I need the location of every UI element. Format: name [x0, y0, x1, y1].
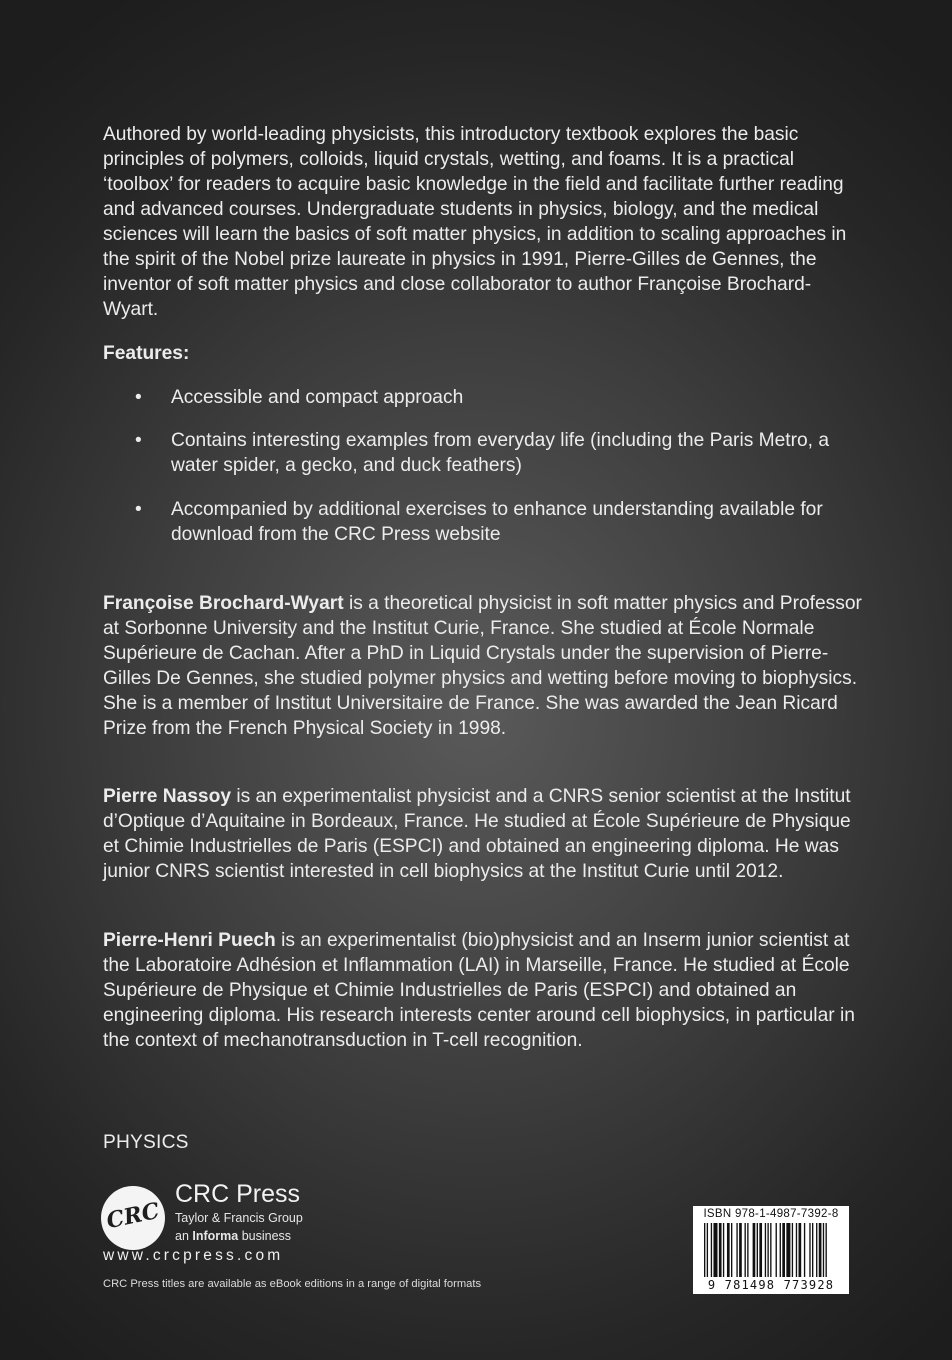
barcode-bar — [739, 1223, 742, 1277]
barcode-digits: 9 781498 773928 — [707, 1278, 835, 1292]
barcode-bar — [776, 1223, 777, 1277]
feature-text: Accessible and compact approach — [171, 387, 464, 408]
barcode-bar — [745, 1223, 746, 1277]
feature-text: Accompanied by additional exercises to enhance understanding available for download from the CRC Press website — [171, 499, 823, 545]
author-bio-text: is a theoretical physicist in soft matter physics and Professor at Sorbonne University and the Institut Curie, France. She studied at École Normale Supérieure de Cachan. After a PhD in Liquid Crystals under the supervision of Pierre-Gilles De Gennes, she studied polymer physics and wetting before moving to biophysics. She is a member of Institut Universitaire de France. She was awarded the Jean Ricard Prize from the French Physical Society in 1998. — [103, 593, 862, 739]
author-name: Françoise Brochard-Wyart — [103, 593, 344, 614]
barcode-bar — [723, 1223, 724, 1277]
features-heading: Features: — [103, 343, 190, 364]
bullet-icon: • — [135, 387, 142, 408]
barcode-bar — [719, 1223, 722, 1277]
barcode-bar — [736, 1223, 737, 1277]
barcode-bar — [819, 1223, 822, 1277]
intro-paragraph: Authored by world-leading physicists, this introductory textbook explores the basic principles of polymers, colloids, liquid crystals, wetting, and foams. It is a practical ‘toolbox’ for readers to acquire basic knowledge in the field and facilitate further reading and advanced courses. Undergraduate students in physics, biology, and the medical sciences will learn the basics of soft matter physics, in addition to scaling approaches in the spirit of the Nobel prize laureate in physics in 1991, Pierre-Gilles de Gennes, the inventor of soft matter physics and close collaborator to author Françoise Brochard-Wyart. — [103, 124, 847, 320]
author-bio — [103, 928, 863, 1053]
barcode-bar — [812, 1223, 813, 1277]
publisher-website-link[interactable]: www.crcpress.com — [103, 1247, 284, 1264]
barcode-bar — [707, 1223, 708, 1277]
barcode-bar — [753, 1223, 756, 1277]
barcode-bars — [702, 1223, 840, 1279]
author-bio — [103, 591, 863, 741]
barcode-bar — [759, 1223, 762, 1277]
barcode-bar — [786, 1223, 790, 1277]
barcode-bar — [804, 1223, 805, 1277]
feature-text: Contains interesting examples from everyday life (including the Paris Metro, a water spider, a gecko, and duck feathers) — [171, 430, 830, 476]
barcode-bar — [713, 1223, 717, 1277]
publisher-group: Taylor & Francis Group — [175, 1211, 303, 1225]
barcode-bar — [765, 1223, 766, 1277]
barcode-bar — [704, 1223, 705, 1277]
author-bio-text: is an experimentalist physicist and a CNRS senior scientist at the Institut d’Optique d’Aquitaine in Bordeaux, France. He studied at École Supérieure de Physique et Chimie Industrielles de Paris (ESPCI) and obtained an engineering diploma. He was junior CNRS scientist interested in cell biophysics at the Institut Curie until 2012. — [103, 786, 851, 882]
barcode-bar — [711, 1223, 712, 1277]
barcode-bar — [731, 1223, 732, 1277]
author-name: Pierre-Henri Puech — [103, 930, 276, 951]
barcode-bar — [782, 1223, 785, 1277]
barcode-bar — [799, 1223, 802, 1277]
barcode-bar — [792, 1223, 793, 1277]
barcode-bar — [826, 1223, 827, 1277]
isbn-label: ISBN 978-1-4987-7392-8 — [703, 1208, 839, 1220]
barcode-bar — [823, 1223, 824, 1277]
author-name: Pierre Nassoy — [103, 786, 231, 807]
barcode — [693, 1206, 849, 1294]
barcode-bar — [809, 1223, 810, 1277]
barcode-bar — [816, 1223, 817, 1277]
crc-logo-icon — [101, 1186, 165, 1250]
publisher-business: an Informa business — [175, 1229, 292, 1243]
category-label: PHYSICS — [103, 1132, 189, 1153]
barcode-bar — [747, 1223, 748, 1277]
bullet-icon: • — [135, 430, 142, 451]
author-bio — [103, 784, 863, 884]
publisher-name: CRC Press — [175, 1180, 301, 1208]
crc-logo-text: CRC — [104, 1197, 162, 1235]
barcode-bar — [757, 1223, 758, 1277]
bullet-icon: • — [135, 499, 142, 520]
barcode-bar — [767, 1223, 768, 1277]
barcode-bar — [770, 1223, 771, 1277]
barcode-bar — [727, 1223, 730, 1277]
barcode-bar — [796, 1223, 797, 1277]
ebook-note: CRC Press titles are available as eBook editions in a range of digital formats — [103, 1278, 482, 1290]
barcode-bar — [780, 1223, 781, 1277]
author-bio-text: is an experimentalist (bio)physicist and an Inserm junior scientist at the Laboratoire Adhésion et Inflammation (LAI) in Marseille, France. He studied at École Supérieure de Physique et Chimie Industrielles de Paris (ESPCI) and obtained an engineering diploma. His research interests center around cell biophysics, in particular in the context of mechanotransduction in T-cell recognition. — [103, 930, 855, 1051]
